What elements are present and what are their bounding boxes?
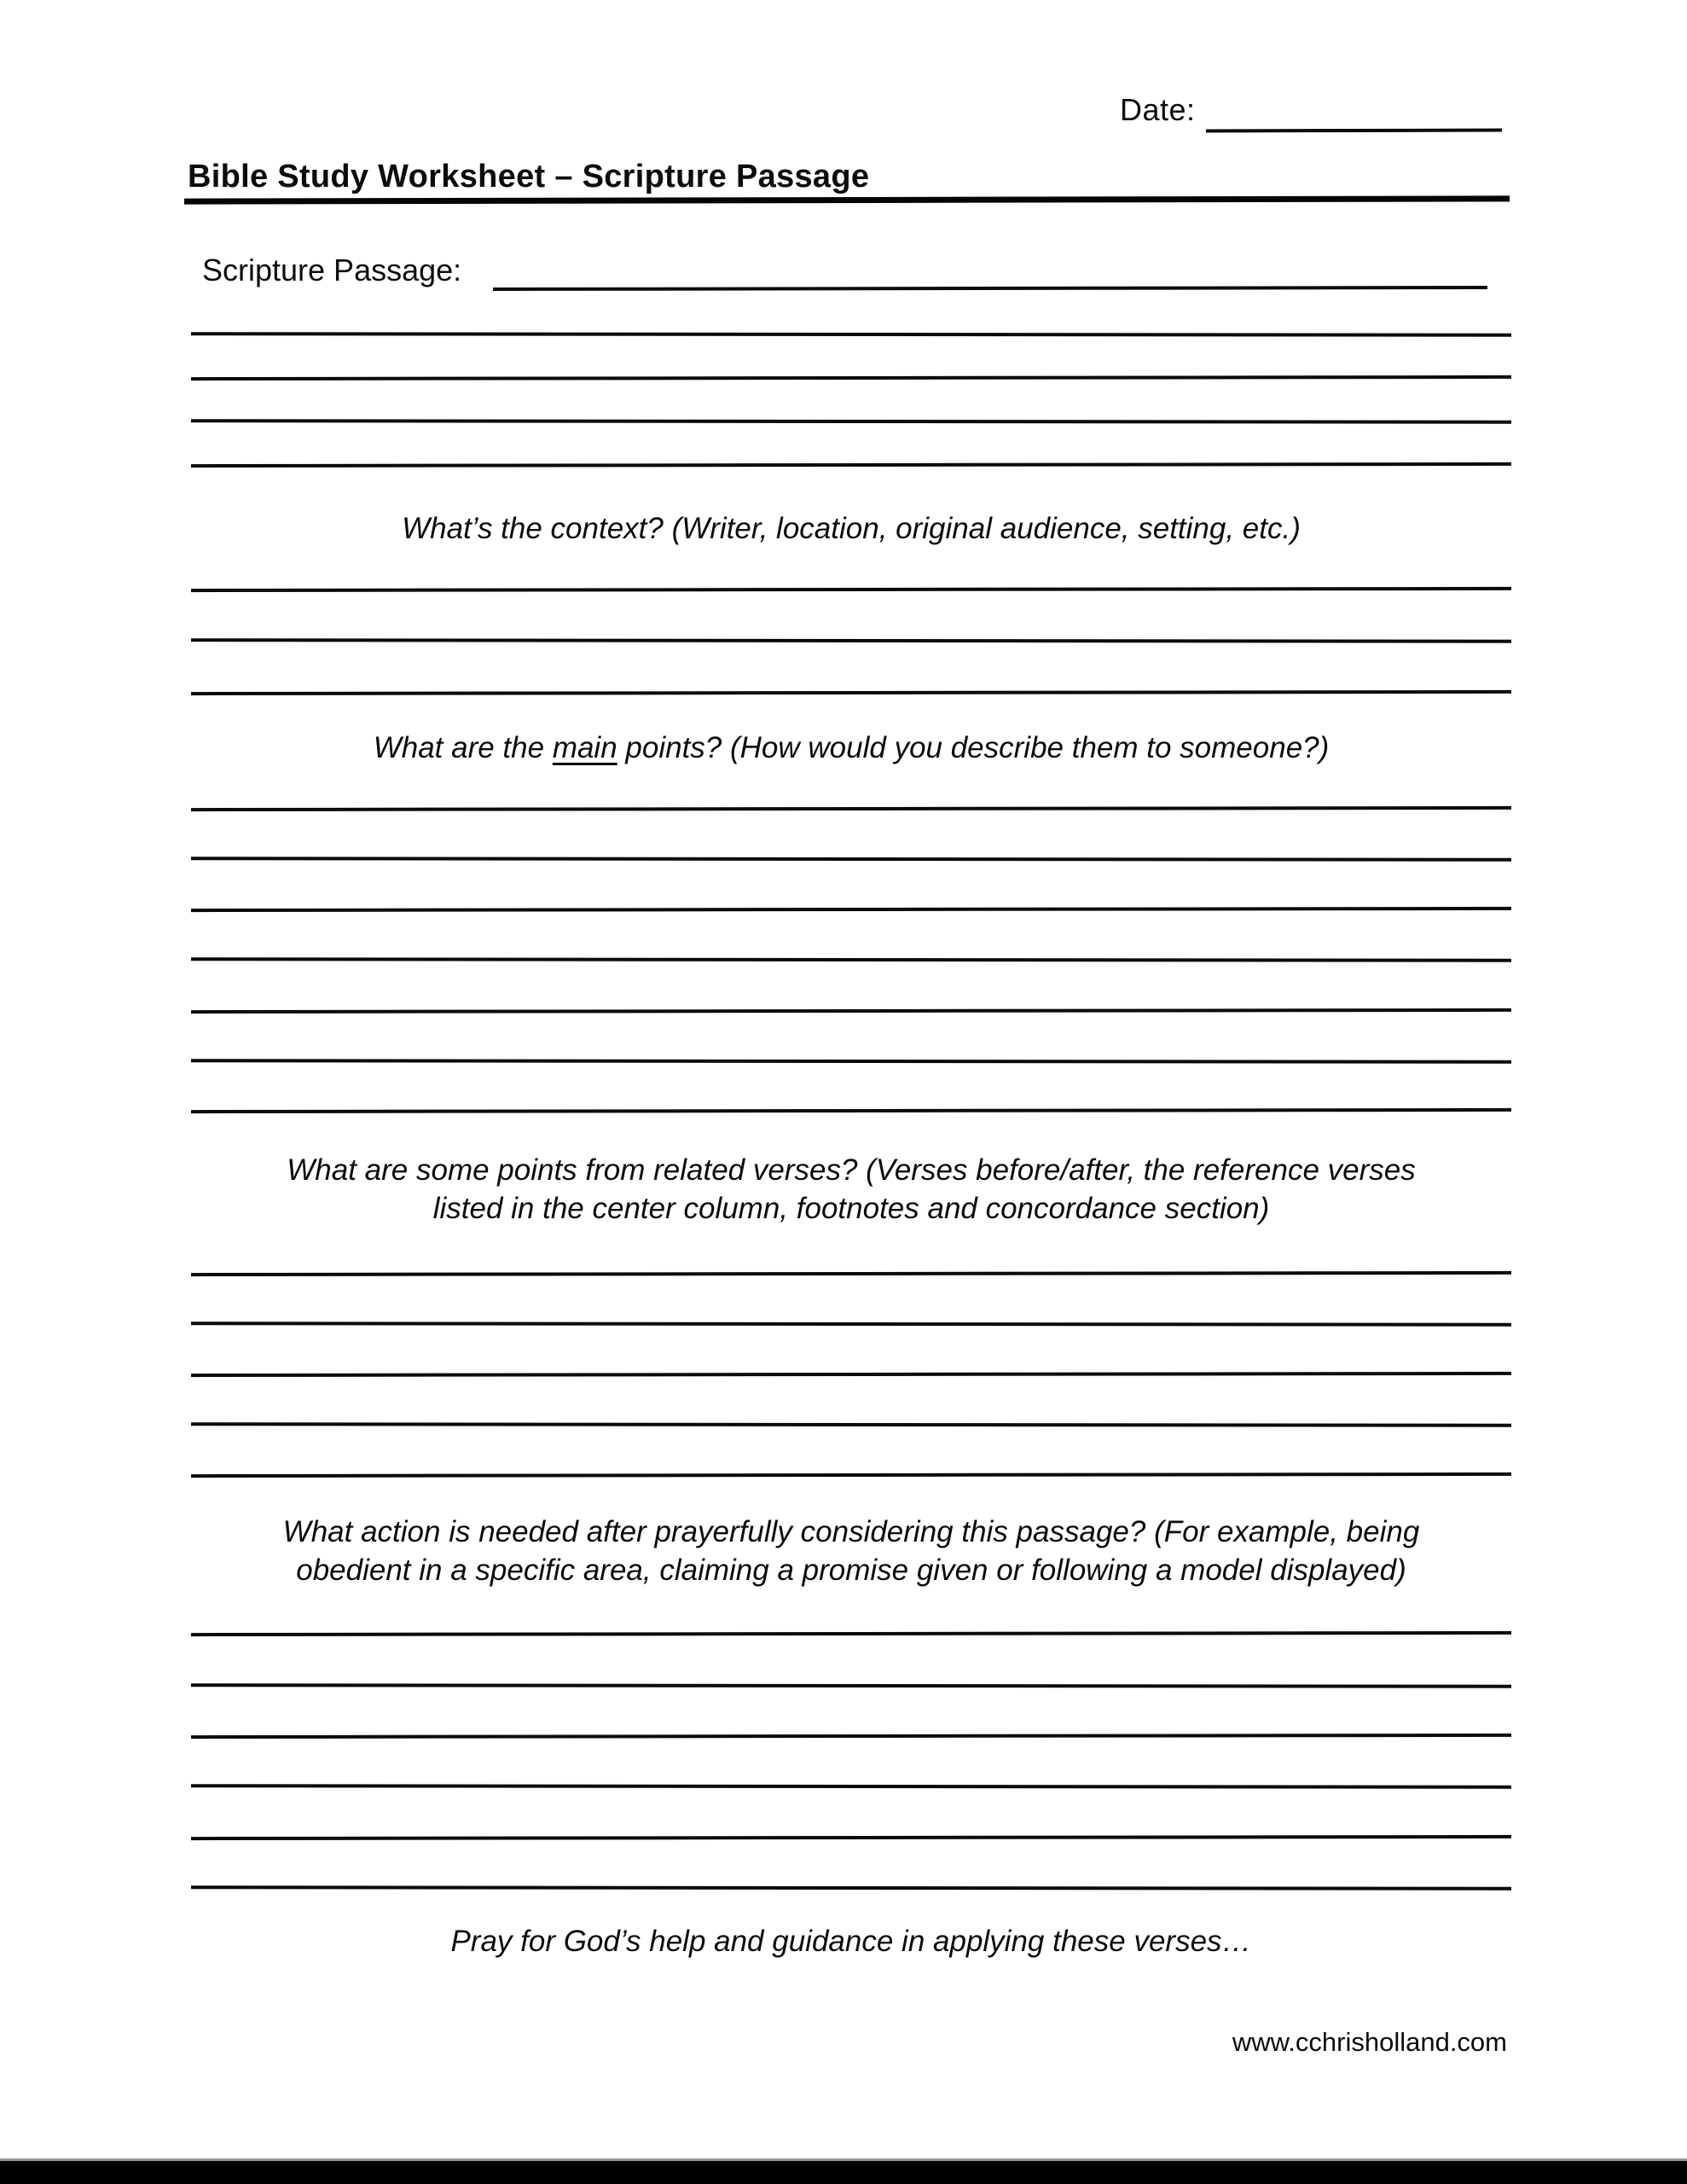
write-line xyxy=(191,1271,1511,1276)
main-points-heading-suffix: points? (How would you describe them to someone?) xyxy=(617,731,1330,764)
write-line xyxy=(191,1422,1511,1427)
page-title: Bible Study Worksheet – Scripture Passage xyxy=(188,159,870,195)
write-line xyxy=(191,857,1511,862)
related-verses-heading-line1: What are some points from related verses? (Verses before/after, the reference verses xyxy=(287,1153,1416,1187)
write-line xyxy=(191,1059,1511,1064)
date-label: Date: xyxy=(1120,92,1196,127)
write-line xyxy=(191,1683,1511,1688)
scripture-passage-blank-line xyxy=(493,286,1487,291)
main-points-heading-underlined-word: main xyxy=(552,731,617,764)
related-verses-heading-line2: listed in the center column, footnotes and concordance section) xyxy=(432,1192,1270,1225)
write-line xyxy=(191,1108,1511,1113)
title-underline xyxy=(184,195,1510,204)
write-line xyxy=(191,690,1511,695)
related-verses-heading xyxy=(189,1151,1513,1228)
date-blank-line xyxy=(1206,129,1502,133)
write-line xyxy=(191,638,1511,643)
write-line xyxy=(191,1372,1511,1377)
write-line xyxy=(191,462,1511,468)
write-line xyxy=(191,587,1511,592)
main-points-heading-prefix: What are the xyxy=(373,731,553,764)
write-line xyxy=(191,1631,1511,1636)
write-line xyxy=(191,332,1511,337)
context-heading: What’s the context? (Writer, location, original audience, setting, etc.) xyxy=(402,512,1301,545)
action-heading xyxy=(189,1513,1513,1589)
write-line xyxy=(191,1734,1511,1739)
action-heading-line2: obedient in a specific area, claiming a promise given or following a model displayed) xyxy=(296,1554,1406,1587)
write-line xyxy=(191,375,1511,380)
scan-bottom-bar xyxy=(0,2161,1687,2184)
write-line xyxy=(191,1784,1511,1789)
write-line xyxy=(191,1472,1511,1478)
write-line xyxy=(191,419,1511,424)
write-line xyxy=(191,957,1511,962)
write-line xyxy=(191,1008,1511,1014)
write-line xyxy=(191,1885,1511,1891)
write-line xyxy=(191,1321,1511,1327)
website-url: www.cchrisholland.com xyxy=(1232,2027,1507,2057)
scripture-passage-label: Scripture Passage: xyxy=(202,253,462,288)
write-line xyxy=(191,907,1511,912)
action-heading-line1: What action is needed after prayerfully considering this passage? (For example, being xyxy=(282,1515,1420,1548)
write-line xyxy=(191,1835,1511,1840)
main-points-heading xyxy=(189,729,1513,767)
write-line xyxy=(191,806,1511,811)
prayer-note: Pray for God’s help and guidance in applying these verses… xyxy=(450,1925,1252,1958)
